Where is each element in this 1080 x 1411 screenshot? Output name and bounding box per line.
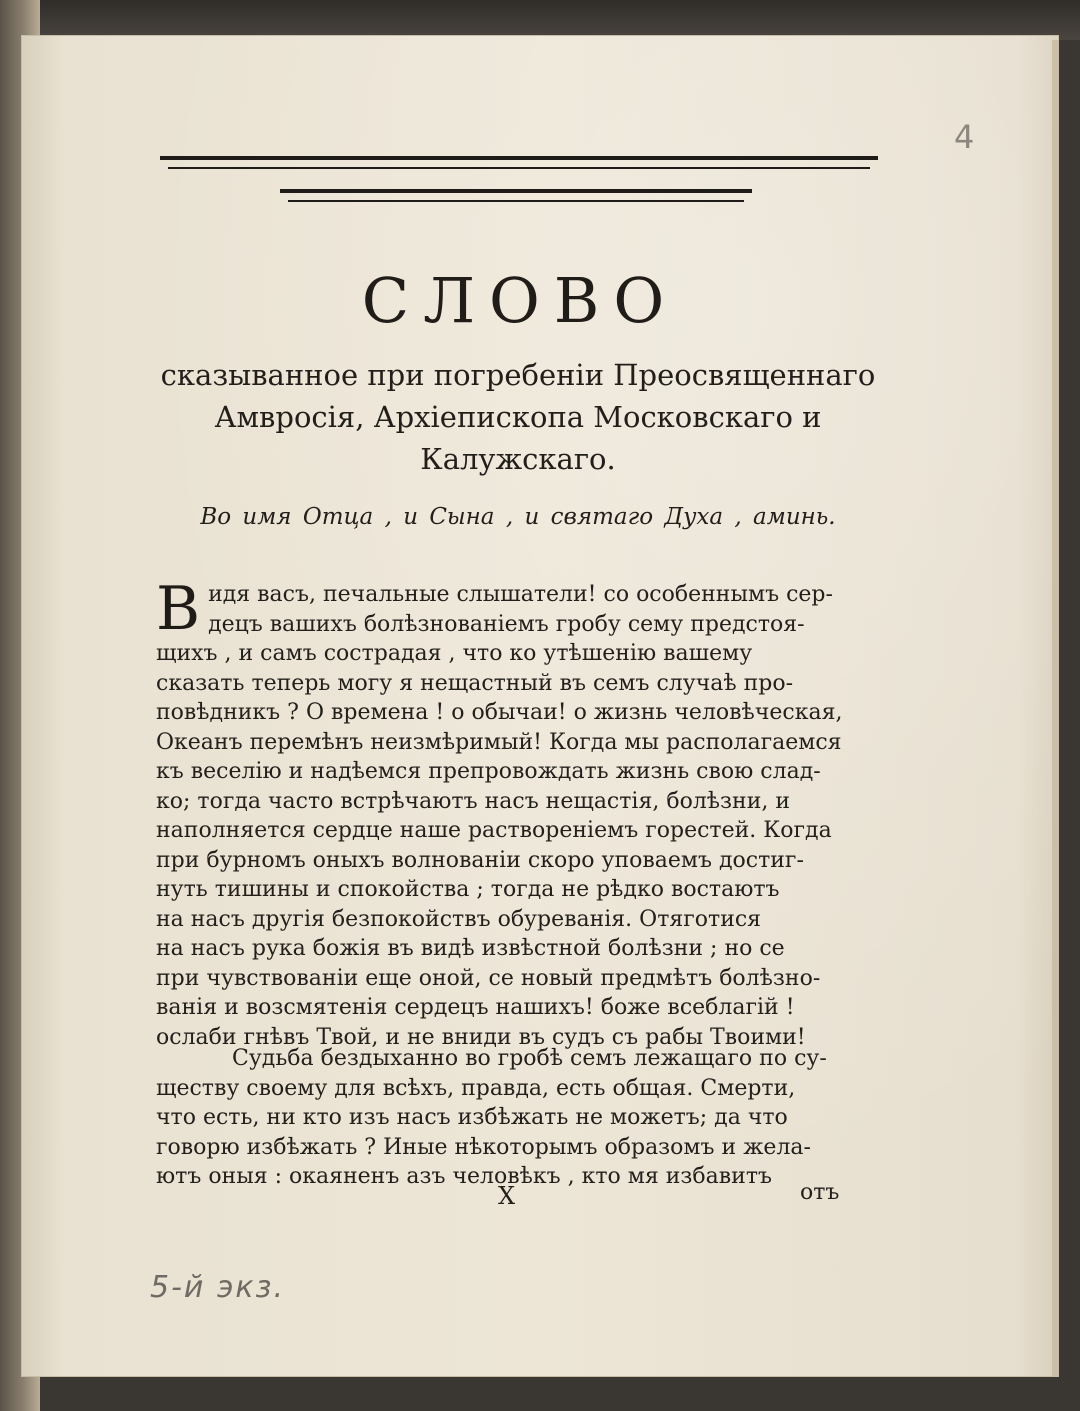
subtitle-line: сказыванное при погребенiи Преосвященнаго — [160, 358, 876, 392]
backdrop-top — [0, 0, 1080, 40]
page-edge — [1052, 40, 1058, 1376]
text-line: на насъ другiя безпокойствъ обуреванiя. Отяготися — [156, 906, 762, 932]
ornamental-rule-top-thick — [160, 156, 878, 160]
text-line: идя васъ, печальные слышатели! со особеннымъ сер- — [208, 582, 833, 607]
drop-cap: В — [156, 574, 201, 644]
text-line: ютъ оныя : окаяненъ азъ человѣкъ , кто мя избавитъ — [156, 1164, 772, 1189]
text-line: сказать теперь могу я нещастный въ семъ случаѣ про- — [156, 670, 794, 696]
text-line: при чувствованiи еще оной, се новый предмѣтъ болѣзно- — [156, 965, 821, 991]
subtitle — [148, 354, 888, 480]
invocation: Во имя Отца , и Сына , и святаго Духа , аминь. — [200, 504, 836, 530]
text-line: Судьба бездыханно во гробѣ семъ лежащаго по су- — [232, 1046, 827, 1071]
pencil-page-number: 4 — [954, 118, 975, 156]
text-line: говорю избѣжать ? Иные нѣкоторымъ образомъ и жела- — [156, 1134, 811, 1160]
text-line: на насъ рука божiя въ видѣ извѣстной болѣзни ; но се — [156, 936, 785, 961]
text-line: децъ вашихъ болѣзнованiемъ гробу сему предстоя- — [208, 611, 805, 637]
paragraph-2 — [156, 1044, 888, 1192]
page-title: СЛОВО — [361, 264, 679, 337]
text-line: Океанъ перемѣнъ неизмѣримый! Когда мы располагаемся — [156, 729, 842, 755]
ornamental-rule-top-thin — [168, 167, 870, 169]
text-line: наполняется сердце наше раствоpенiемъ горестей. Когда — [156, 818, 832, 843]
text-line: ослаби гнѣвъ Твой, и не вниди въ судъ съ рабы Твоими! — [156, 1024, 806, 1050]
text-line: нуть тишины и спокойства ; тогда не рѣдко востаютъ — [156, 877, 780, 902]
text-line: ществу своему для всѣхъ, правда, есть общая. Смерти, — [156, 1075, 796, 1101]
catchword: отъ — [800, 1180, 840, 1205]
handwritten-note-text: 5-й экз. — [150, 1270, 286, 1305]
text-line: ко; тогда часто встрѣчаютъ насъ нещастiя, болѣзни, и — [156, 788, 791, 814]
text-line: что есть, ни кто изъ насъ избѣжать не можетъ; да что — [156, 1105, 788, 1130]
ornamental-rule-lower-thin — [288, 200, 744, 202]
signature-mark: Х — [498, 1182, 516, 1210]
subtitle-line: Калужскаго. — [420, 442, 616, 476]
ornamental-rule-lower-thick — [280, 189, 752, 193]
paragraph-1 — [156, 574, 888, 1052]
text-line: ванiя и возсмятенiя сердецъ нашихъ! боже всеблагiй ! — [156, 995, 795, 1020]
text-line: при бурномъ оныхъ волнованiи скоро уповаемъ достиг- — [156, 847, 804, 873]
subtitle-line: Амвросiя, Архiепископа Московскаго и — [214, 400, 822, 434]
handwritten-note — [150, 1270, 285, 1305]
text-line: къ веселiю и надѣемся препровождать жизнь свою слад- — [156, 759, 821, 784]
text-line: повѣдникъ ? О времена ! о обычаи! о жизнь человѣческая, — [156, 700, 843, 725]
text-line: щихъ , и самъ сострадая , что ко утѣшенiю вашему — [156, 641, 753, 666]
